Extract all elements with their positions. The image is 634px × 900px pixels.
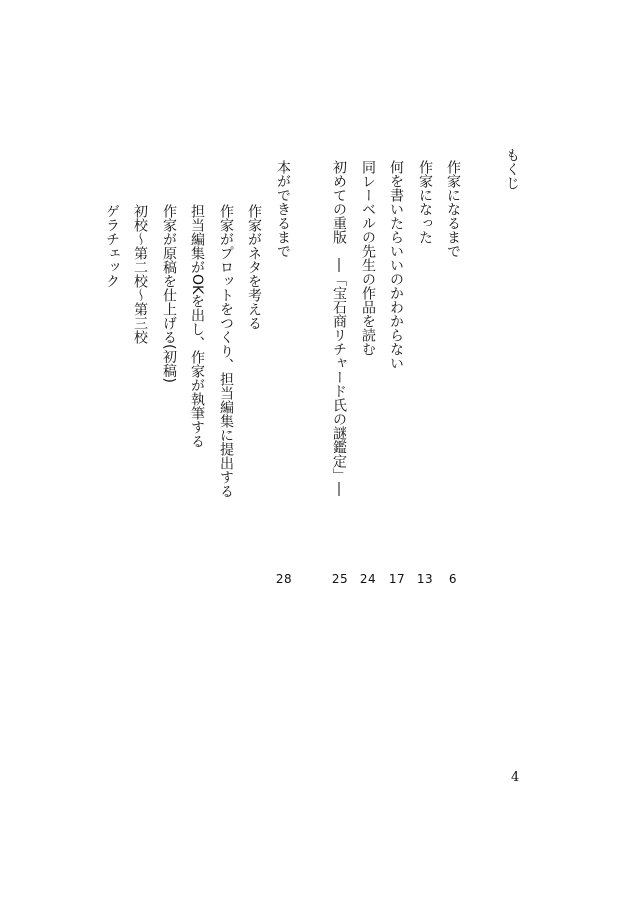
toc-page-number: 24 [359,572,377,586]
toc-subentry-title: 担当編集がOKを出し、作家が執筆する [189,204,205,449]
toc-entry-title: 作家になった [417,160,433,244]
toc-subentry-title: 作家がプロットをつくり、担当編集に提出する [218,204,234,498]
toc-page-number: 13 [416,572,434,586]
toc-page-number: 17 [388,572,406,586]
toc-page-number: 28 [275,572,293,586]
toc-subentry-title: 作家が原稿を仕上げる(初稿) [161,204,177,383]
toc-page-number: 25 [331,572,349,586]
toc-entry-title: 同レーベルの先生の作品を読む [360,160,376,356]
toc-entry-title: 何を書いたらいいのかわからない [388,160,404,370]
toc-entry-title: 初めての重版 ―「宝石商リチャード氏の謎鑑定」― [331,160,347,496]
page-folio: 4 [511,770,520,785]
toc-entry-title: 本ができるまで [275,160,291,258]
toc-subentry-title: ゲラチェック [104,204,120,288]
toc-page-number: 6 [448,572,458,586]
toc-subentry-title: 作家がネタを考える [246,204,262,330]
toc-entry-title: 作家になるまで [445,160,461,258]
toc-subentry-title: 初校～第二校～第三校 [132,204,148,344]
toc-heading: もくじ [504,148,520,190]
